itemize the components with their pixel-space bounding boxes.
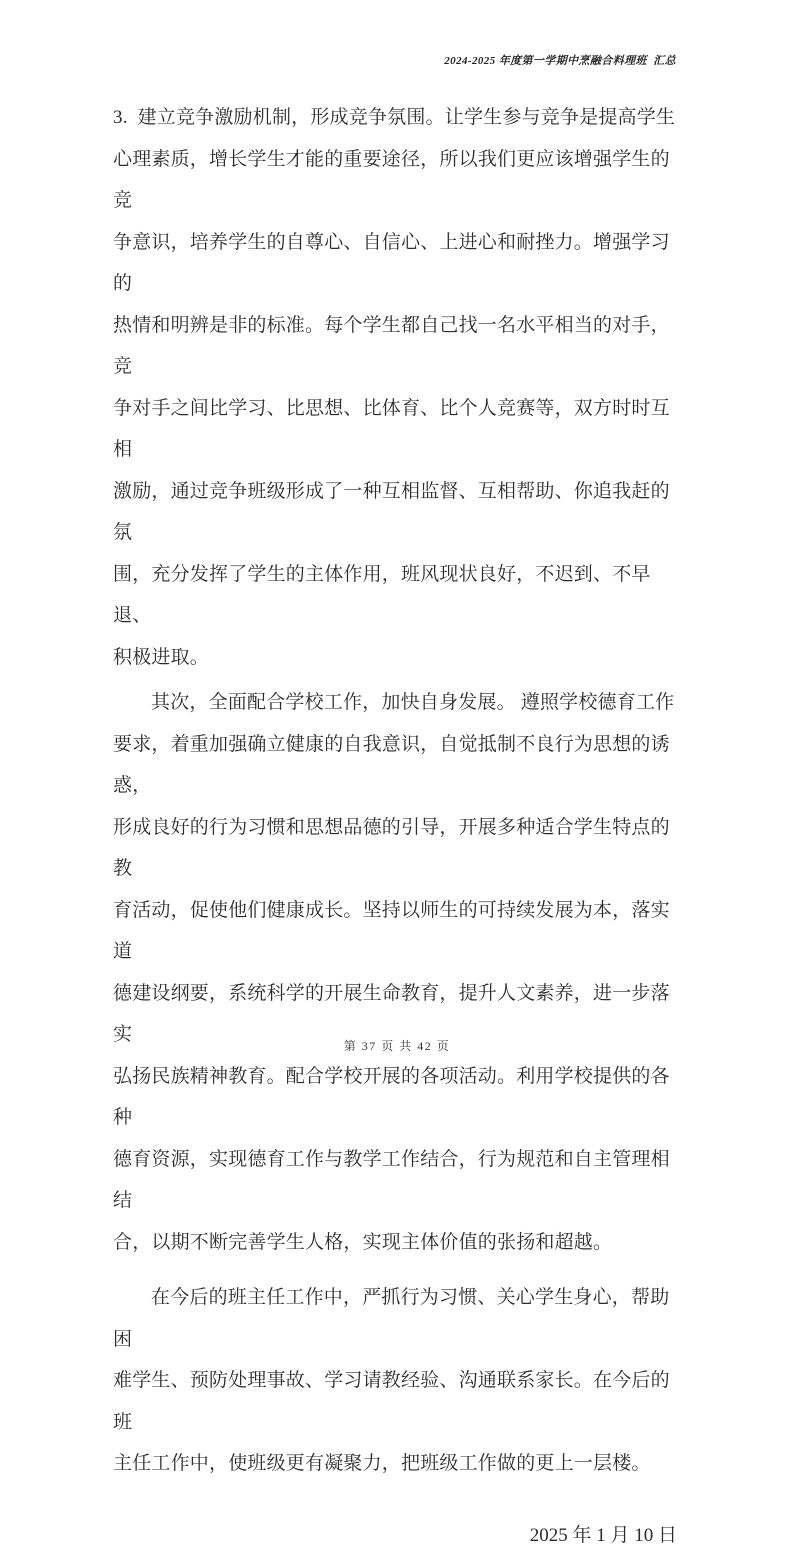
page-footer: 第 37 页 共 42 页 xyxy=(0,1037,794,1054)
paragraph-line: 3. 建立竞争激励机制，形成竞争氛围。让学生参与竞争是提高学生 xyxy=(113,97,683,139)
paragraph-line: 其次，全面配合学校工作，加快自身发展。 遵照学校德育工作 xyxy=(113,682,683,724)
paragraph-line: 在今后的班主任工作中，严抓行为习惯、关心学生身心，帮助困 xyxy=(113,1277,683,1360)
paragraph-line: 德育资源，实现德育工作与教学工作结合，行为规范和自主管理相结 xyxy=(113,1139,683,1222)
paragraph-line: 积极进取。 xyxy=(113,637,683,679)
paragraph xyxy=(113,682,683,1263)
paragraph-line: 心理素质，增长学生才能的重要途径，所以我们更应该增强学生的竞 xyxy=(113,139,683,222)
paragraph-line: 育活动，促使他们健康成长。坚持以师生的可持续发展为本，落实道 xyxy=(113,890,683,973)
paragraph-line: 难学生、预防处理事故、学习请教经验、沟通联系家长。在今后的班 xyxy=(113,1360,683,1443)
paragraph-line: 弘扬民族精神教育。配合学校开展的各项活动。利用学校提供的各种 xyxy=(113,1056,683,1139)
paragraph-line: 要求，着重加强确立健康的自我意识，自觉抵制不良行为思想的诱惑， xyxy=(113,724,683,807)
paragraph-line: 主任工作中，使班级更有凝聚力，把班级工作做的更上一层楼。 xyxy=(113,1443,683,1485)
paragraph-line: 德建设纲要，系统科学的开展生命教育，提升人文素养，进一步落实 xyxy=(113,973,683,1056)
document-body xyxy=(113,97,683,1556)
paragraph xyxy=(113,1277,683,1485)
page-header: 2024-2025 年度第一学期中烹融合料理班 汇总 xyxy=(444,52,676,68)
paragraph-line: 围，充分发挥了学生的主体作用，班风现状良好，不迟到、不早退、 xyxy=(113,554,683,637)
paragraph xyxy=(113,97,683,678)
paragraph-line: 热情和明辨是非的标准。每个学生都自己找一名水平相当的对手，竞 xyxy=(113,305,683,388)
paragraph-line: 合，以期不断完善学生人格，实现主体价值的张扬和超越。 xyxy=(113,1222,683,1264)
date-line: 2025 年 1 月 10 日 xyxy=(113,1515,683,1556)
paragraph-line: 争对手之间比学习、比思想、比体育、比个人竞赛等，双方时时互相 xyxy=(113,388,683,471)
paragraph-line: 激励，通过竞争班级形成了一种互相监督、互相帮助、你追我赶的氛 xyxy=(113,471,683,554)
paragraph-line: 形成良好的行为习惯和思想品德的引导，开展多种适合学生特点的教 xyxy=(113,807,683,890)
paragraph-line: 争意识，培养学生的自尊心、自信心、上进心和耐挫力。增强学习的 xyxy=(113,222,683,305)
